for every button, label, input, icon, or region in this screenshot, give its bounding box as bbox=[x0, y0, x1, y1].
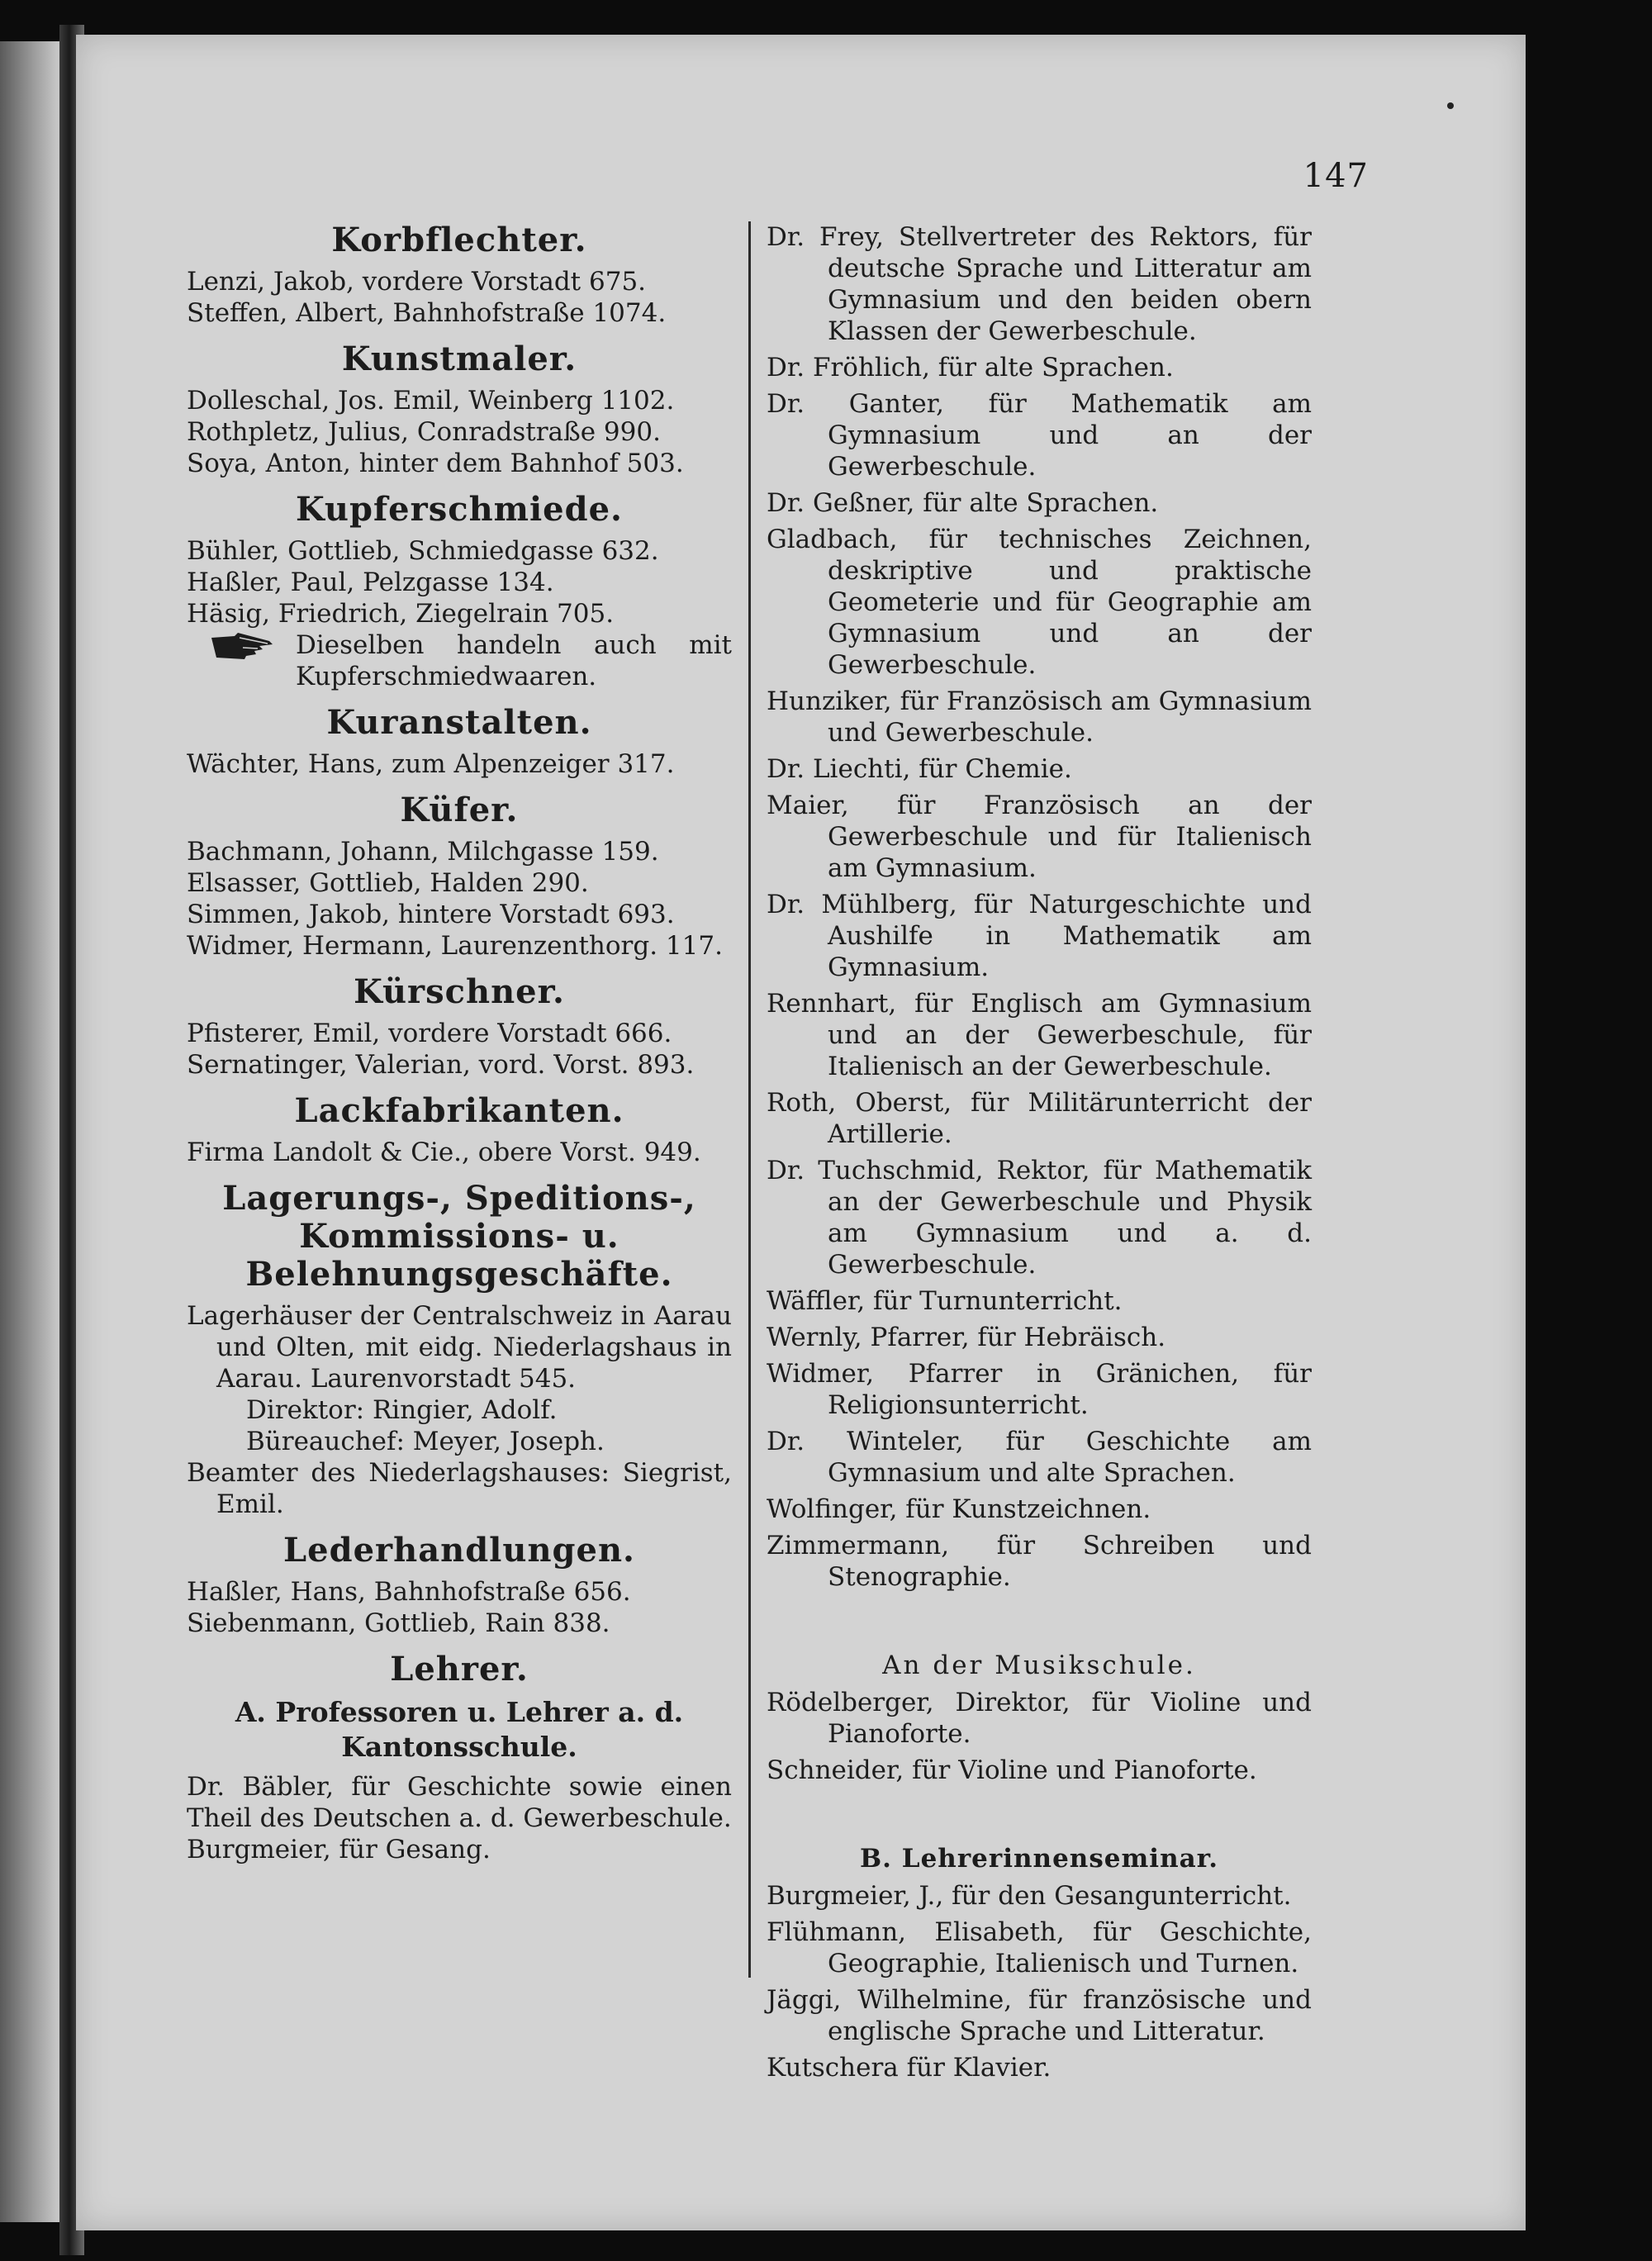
teacher-entry: Dr. Winteler, für Geschichte am Gymnasium und alte Sprachen. bbox=[767, 1427, 1312, 1488]
directory-entry: Bühler, Gottlieb, Schmiedgasse 632. bbox=[187, 536, 659, 566]
teacher-entry: Schneider, für Violine und Pianoforte. bbox=[767, 1755, 1257, 1785]
pointing-hand-note bbox=[187, 629, 732, 692]
directory-entry: Soya, Anton, hinter dem Bahnhof 503. bbox=[187, 449, 684, 478]
teacher-entry: Dr. Liechti, für Chemie. bbox=[767, 754, 1072, 784]
teacher-entry: Maier, für Französisch an der Gewerbeschule und für Italienisch am Gymnasium. bbox=[767, 791, 1312, 883]
section-heading: Korbflechter. bbox=[331, 221, 587, 259]
pointing-hand-icon bbox=[210, 629, 274, 663]
directory-entry: Sernatinger, Valerian, vord. Vorst. 893. bbox=[187, 1050, 695, 1080]
directory-entry: Steffen, Albert, Bahnhofstraße 1074. bbox=[187, 298, 667, 328]
teacher-entry: Dr. Geßner, für alte Sprachen. bbox=[767, 488, 1159, 518]
speck bbox=[1447, 102, 1454, 109]
directory-sub-entry: Direktor: Ringier, Adolf. bbox=[246, 1395, 558, 1425]
section-heading: Lehrer. bbox=[390, 1650, 529, 1689]
teacher-entry: Dr. Ganter, für Mathematik am Gymnasium und an der Gewerbeschule. bbox=[767, 389, 1312, 482]
directory-entry: Lenzi, Jakob, vordere Vorstadt 675. bbox=[187, 267, 647, 297]
teacher-entry: Rödelberger, Direktor, für Violine und Pianoforte. bbox=[767, 1688, 1312, 1749]
teacher-entry: Widmer, Pfarrer in Gränichen, für Religionsunterricht. bbox=[767, 1359, 1312, 1420]
directory-entry: Haßler, Paul, Pelzgasse 134. bbox=[187, 568, 554, 597]
teacher-entry: Jäggi, Wilhelmine, für französische und englische Sprache und Litteratur. bbox=[767, 1985, 1312, 2046]
directory-entry: Firma Landolt & Cie., obere Vorst. 949. bbox=[187, 1138, 701, 1167]
directory-entry: Simmen, Jakob, hintere Vorstadt 693. bbox=[187, 900, 675, 929]
teacher-entry: Roth, Oberst, für Militärunterricht der Artillerie. bbox=[767, 1088, 1312, 1149]
directory-entry: Beamter des Niederlagshauses: Siegrist, Emil. bbox=[187, 1458, 732, 1519]
column-divider bbox=[748, 221, 751, 1978]
teacher-entry: Wernly, Pfarrer, für Hebräisch. bbox=[767, 1323, 1166, 1352]
teacher-entry: Flühmann, Elisabeth, für Geschichte, Geographie, Italienisch und Turnen. bbox=[767, 1917, 1312, 1978]
directory-entry: Bachmann, Johann, Milchgasse 159. bbox=[187, 837, 659, 867]
teacher-entry: Dr. Frey, Stellvertreter des Rektors, für deutsche Sprache und Litteratur am Gymnasium und den beiden obern Klassen der Gewerbeschule. bbox=[767, 222, 1312, 346]
directory-entry: Siebenmann, Gottlieb, Rain 838. bbox=[187, 1608, 610, 1638]
teacher-entry: Gladbach, für technisches Zeichnen, deskriptive und praktische Geometerie und für Geographie am Gymnasium und an der Gewerbeschule. bbox=[767, 525, 1312, 680]
directory-entry: Widmer, Hermann, Laurenzenthorg. 117. bbox=[187, 931, 723, 961]
teacher-entry: Rennhart, für Englisch am Gymnasium und an der Gewerbeschule, für Italienisch an der Gewerbeschule. bbox=[767, 989, 1312, 1081]
teacher-entry: Dr. Mühlberg, für Naturgeschichte und Aushilfe in Mathematik am Gymnasium. bbox=[767, 890, 1312, 982]
musikschule-heading: An der Musikschule. bbox=[882, 1651, 1196, 1680]
directory-entry: Dr. Bäbler, für Geschichte sowie einen Theil des Deutschen a. d. Gewerbeschule. bbox=[187, 1772, 732, 1833]
directory-entry: Wächter, Hans, zum Alpenzeiger 317. bbox=[187, 749, 675, 779]
right-column bbox=[767, 221, 1312, 2088]
directory-entry: Häsig, Friedrich, Ziegelrain 705. bbox=[187, 599, 615, 629]
teacher-entry: Wolfinger, für Kunstzeichnen. bbox=[767, 1494, 1151, 1524]
directory-entry: Haßler, Hans, Bahnhofstraße 656. bbox=[187, 1577, 631, 1607]
directory-entry: Burgmeier, für Gesang. bbox=[187, 1835, 491, 1864]
section-heading: Lagerungs-, Speditions-, Kommissions- u. Belehnungsgeschäfte. bbox=[222, 1179, 696, 1294]
directory-entry: Elsasser, Gottlieb, Halden 290. bbox=[187, 868, 589, 898]
section-subheading: A. Professoren u. Lehrer a. d. Kantonsschule. bbox=[235, 1696, 684, 1763]
seminar-heading: B. Lehrerinnenseminar. bbox=[859, 1844, 1218, 1874]
section-heading: Lederhandlungen. bbox=[283, 1531, 635, 1570]
left-column bbox=[187, 221, 732, 1865]
teacher-entry: Dr. Tuchschmid, Rektor, für Mathematik an der Gewerbeschule und Physik am Gymnasium und a. d. Gewerbeschule. bbox=[767, 1156, 1312, 1280]
directory-entry: Dolleschal, Jos. Emil, Weinberg 1102. bbox=[187, 386, 675, 416]
directory-entry: Pfisterer, Emil, vordere Vorstadt 666. bbox=[187, 1019, 672, 1048]
section-heading: Lackfabrikanten. bbox=[294, 1091, 624, 1130]
teacher-entry: Burgmeier, J., für den Gesangunterricht. bbox=[767, 1881, 1292, 1911]
teacher-entry: Hunziker, für Französisch am Gymnasium und Gewerbeschule. bbox=[767, 686, 1312, 748]
teacher-entry: Wäffler, für Turnunterricht. bbox=[767, 1286, 1123, 1316]
page-number: 147 bbox=[1303, 157, 1369, 195]
directory-sub-entry: Büreauchef: Meyer, Joseph. bbox=[246, 1427, 605, 1456]
teacher-entry: Zimmermann, für Schreiben und Stenographie. bbox=[767, 1531, 1312, 1592]
section-heading: Kunstmaler. bbox=[341, 340, 577, 378]
directory-entry: Lagerhäuser der Centralschweiz in Aarau und Olten, mit eidg. Niederlagshaus in Aarau. Laurenvorstadt 545. bbox=[187, 1301, 732, 1394]
directory-entry: Rothpletz, Julius, Conradstraße 990. bbox=[187, 417, 661, 447]
teacher-entry: Kutschera für Klavier. bbox=[767, 2053, 1051, 2083]
section-heading: Kuranstalten. bbox=[326, 703, 592, 742]
teacher-entry: Dr. Fröhlich, für alte Sprachen. bbox=[767, 353, 1174, 382]
section-heading: Kupferschmiede. bbox=[296, 490, 623, 529]
section-heading: Kürschner. bbox=[354, 972, 565, 1011]
section-heading: Küfer. bbox=[400, 791, 519, 829]
note-text: Dieselben handeln auch mit Kupferschmiedwaaren. bbox=[296, 630, 732, 691]
